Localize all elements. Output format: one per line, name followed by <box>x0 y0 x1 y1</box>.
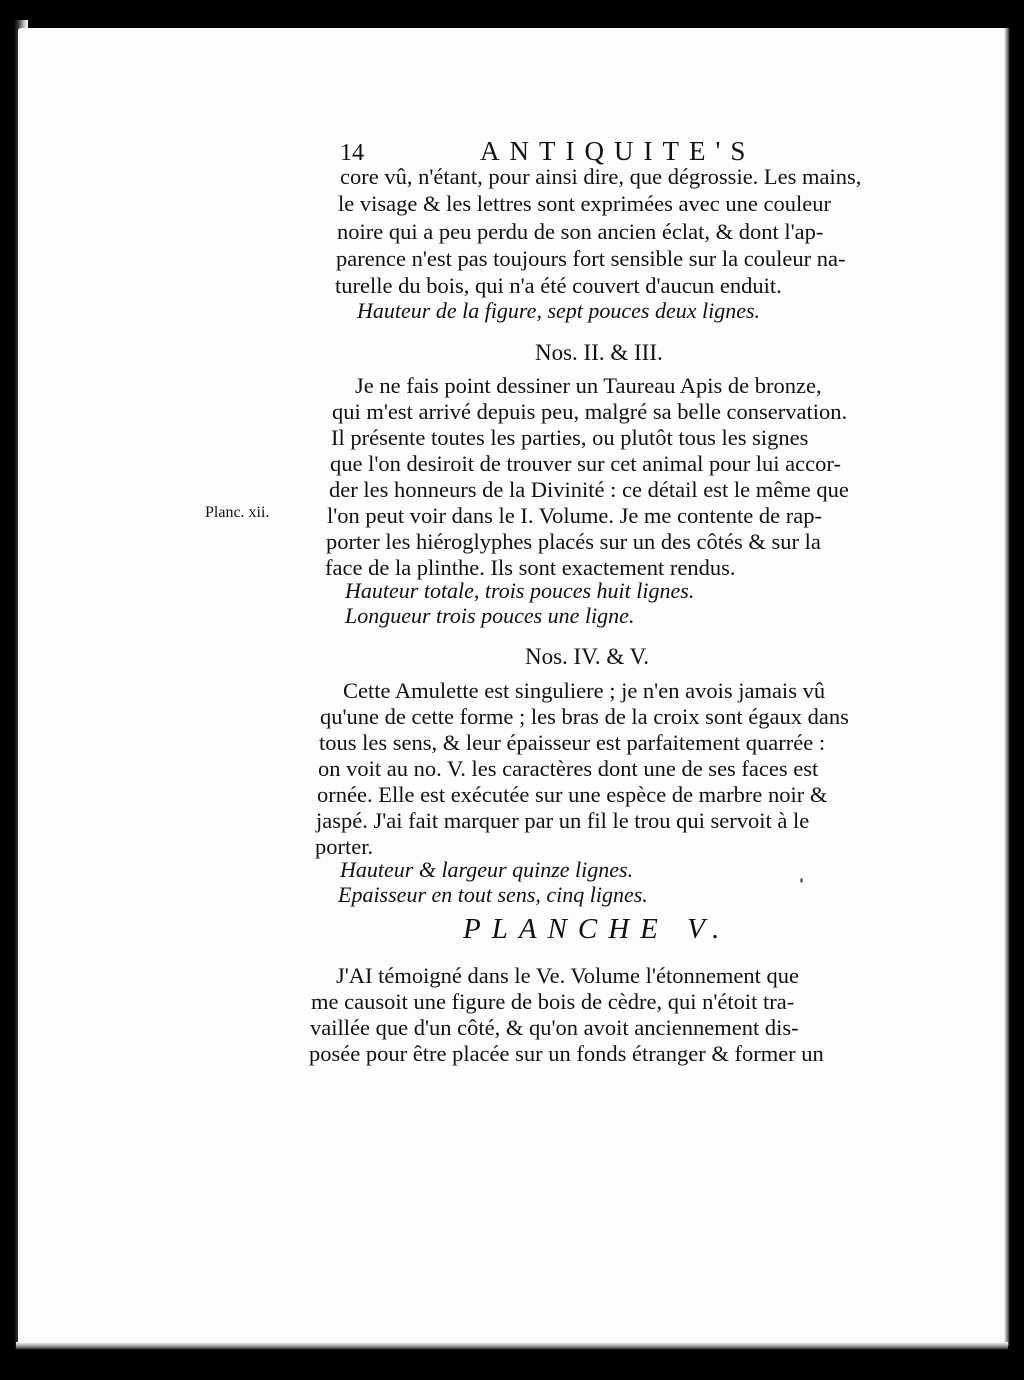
paragraph-line: l'on peut voir dans le I. Volume. Je me contente de rap- <box>327 503 822 528</box>
paper-speck <box>800 878 803 883</box>
paragraph-line: vaillée que d'un côté, & qu'on avoit anciennement dis- <box>310 1015 799 1040</box>
page-right-edge <box>1004 28 1010 1346</box>
plate-heading: PLANCHE V. <box>463 913 731 945</box>
dimension-note: Hauteur & largeur quinze lignes. <box>340 857 634 882</box>
paragraph-line: turelle du bois, qui n'a été couvert d'aucun enduit. <box>335 273 782 298</box>
paragraph-line: Je ne fais point dessiner un Taureau Apis de bronze, <box>355 373 822 398</box>
paragraph-line: porter les hiéroglyphes placés sur un des côtés & sur la <box>326 529 821 554</box>
section-heading: Nos. II. & III. <box>535 340 663 365</box>
paragraph-line: le visage & les lettres sont exprimées avec une couleur <box>338 191 831 216</box>
dimension-note: Hauteur de la figure, sept pouces deux lignes. <box>357 298 761 323</box>
paragraph-line: core vû, n'étant, pour ainsi dire, que dégrossie. Les mains, <box>340 164 862 189</box>
paragraph-line: jaspé. J'ai fait marquer par un fil le trou qui servoit à le <box>316 808 810 833</box>
paragraph-line: qui m'est arrivé depuis peu, malgré sa belle conservation. <box>332 399 848 424</box>
paragraph-line: me causoit une figure de bois de cèdre, qui n'étoit tra- <box>311 989 795 1014</box>
paragraph-line: Il présente toutes les parties, ou plutôt tous les signes <box>331 425 809 450</box>
section-heading: Nos. IV. & V. <box>525 644 649 669</box>
paragraph-line: posée pour être placée sur un fonds étranger & former un <box>309 1041 824 1066</box>
paragraph-line: porter. <box>315 834 374 859</box>
paragraph-line: que l'on desiroit de trouver sur cet animal pour lui accor- <box>330 451 841 476</box>
paragraph-line: tous les sens, & leur épaisseur est parfaitement quarrée : <box>319 730 826 755</box>
paragraph-line: Cette Amulette est singuliere ; je n'en avois jamais vû <box>343 678 826 703</box>
dimension-note: Hauteur totale, trois pouces huit lignes. <box>345 578 695 603</box>
paragraph-line: face de la plinthe. Ils sont exactement rendus. <box>325 555 736 580</box>
paragraph-line: ornée. Elle est exécutée sur une espèce de marbre noir & <box>317 782 828 807</box>
running-title: ANTIQUITE'S <box>480 136 756 166</box>
dimension-note: Longueur trois pouces une ligne. <box>345 603 635 628</box>
page-number: 14 <box>340 140 364 166</box>
paragraph-line: on voit au no. V. les caractères dont une de ses faces est <box>318 756 819 781</box>
page-bottom-edge <box>16 1342 1008 1350</box>
dimension-note: Epaisseur en tout sens, cinq lignes. <box>338 882 648 907</box>
paragraph-line: der les honneurs de la Divinité : ce détail est le même que <box>329 477 849 502</box>
paragraph-line: qu'une de cette forme ; les bras de la croix sont égaux dans <box>320 704 849 729</box>
paragraph-line: parence n'est pas toujours fort sensible sur la couleur na- <box>336 246 846 271</box>
margin-note: Planc. xii. <box>205 504 270 521</box>
paragraph-line: J'AI témoigné dans le Ve. Volume l'étonnement que <box>336 963 800 988</box>
paragraph-line: noire qui a peu perdu de son ancien éclat, & dont l'ap- <box>337 219 824 244</box>
